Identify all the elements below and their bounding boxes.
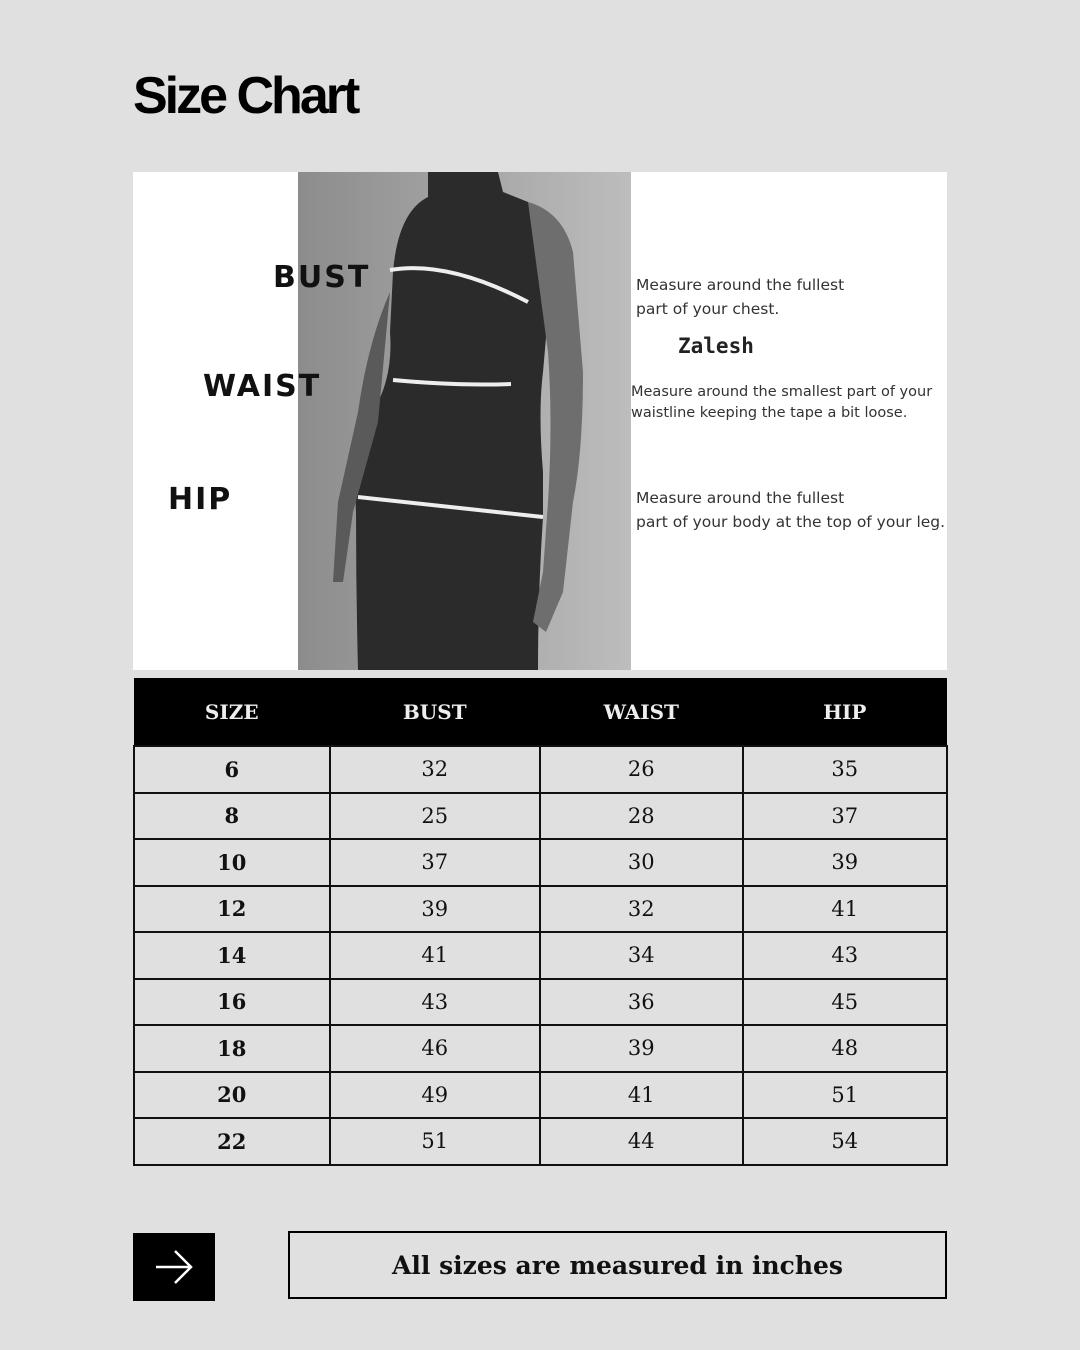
size-table — [133, 678, 948, 1166]
bust-label: BUST — [273, 260, 371, 295]
table-header-row — [134, 678, 947, 746]
cell-size: 12 — [134, 886, 330, 933]
cell-bust: 39 — [330, 886, 540, 933]
cell-size: 16 — [134, 979, 330, 1026]
units-note: All sizes are measured in inches — [288, 1231, 947, 1299]
cell-waist: 41 — [540, 1072, 743, 1119]
cell-bust: 46 — [330, 1025, 540, 1072]
header-hip: HIP — [743, 678, 947, 746]
cell-waist: 34 — [540, 932, 743, 979]
cell-size: 8 — [134, 793, 330, 840]
cell-hip: 39 — [743, 839, 947, 886]
table-row — [134, 746, 947, 793]
cell-size: 18 — [134, 1025, 330, 1072]
cell-waist: 26 — [540, 746, 743, 793]
cell-hip: 35 — [743, 746, 947, 793]
table-row — [134, 1072, 947, 1119]
desc-line: Measure around the fullest — [636, 489, 845, 507]
hip-label: HIP — [168, 482, 233, 517]
cell-waist: 28 — [540, 793, 743, 840]
cell-bust: 49 — [330, 1072, 540, 1119]
cell-size: 20 — [134, 1072, 330, 1119]
desc-line: waistline keeping the tape a bit loose. — [631, 405, 908, 421]
model-photo — [298, 172, 631, 670]
measurement-figure — [133, 172, 947, 670]
cell-bust: 51 — [330, 1118, 540, 1165]
cell-hip: 43 — [743, 932, 947, 979]
bust-description — [636, 273, 844, 321]
cell-hip: 48 — [743, 1025, 947, 1072]
brand-name: Zalesh — [678, 334, 754, 358]
table-row — [134, 932, 947, 979]
cell-bust: 41 — [330, 932, 540, 979]
cell-hip: 41 — [743, 886, 947, 933]
cell-waist: 39 — [540, 1025, 743, 1072]
header-size: SIZE — [134, 678, 330, 746]
desc-line: part of your chest. — [636, 300, 780, 318]
cell-waist: 32 — [540, 886, 743, 933]
waist-description — [631, 382, 932, 424]
cell-hip: 45 — [743, 979, 947, 1026]
cell-bust: 25 — [330, 793, 540, 840]
cell-bust: 37 — [330, 839, 540, 886]
header-bust: BUST — [330, 678, 540, 746]
table-row — [134, 839, 947, 886]
table-row — [134, 1118, 947, 1165]
cell-waist: 36 — [540, 979, 743, 1026]
cell-bust: 32 — [330, 746, 540, 793]
cell-size: 6 — [134, 746, 330, 793]
cell-hip: 54 — [743, 1118, 947, 1165]
desc-line: Measure around the smallest part of your — [631, 384, 933, 400]
waist-label: WAIST — [203, 369, 322, 404]
desc-line: part of your body at the top of your leg. — [636, 513, 946, 531]
table-row — [134, 1025, 947, 1072]
arrow-right-icon — [154, 1247, 194, 1287]
desc-line: Measure around the fullest — [636, 276, 845, 294]
table-row — [134, 793, 947, 840]
cell-hip: 51 — [743, 1072, 947, 1119]
table-row — [134, 886, 947, 933]
cell-waist: 30 — [540, 839, 743, 886]
page-title: Size Chart — [133, 67, 358, 125]
next-button[interactable] — [133, 1233, 215, 1301]
header-waist: WAIST — [540, 678, 743, 746]
table-row — [134, 979, 947, 1026]
cell-size: 22 — [134, 1118, 330, 1165]
cell-size: 14 — [134, 932, 330, 979]
hip-description — [636, 486, 945, 534]
cell-hip: 37 — [743, 793, 947, 840]
cell-waist: 44 — [540, 1118, 743, 1165]
cell-bust: 43 — [330, 979, 540, 1026]
cell-size: 10 — [134, 839, 330, 886]
